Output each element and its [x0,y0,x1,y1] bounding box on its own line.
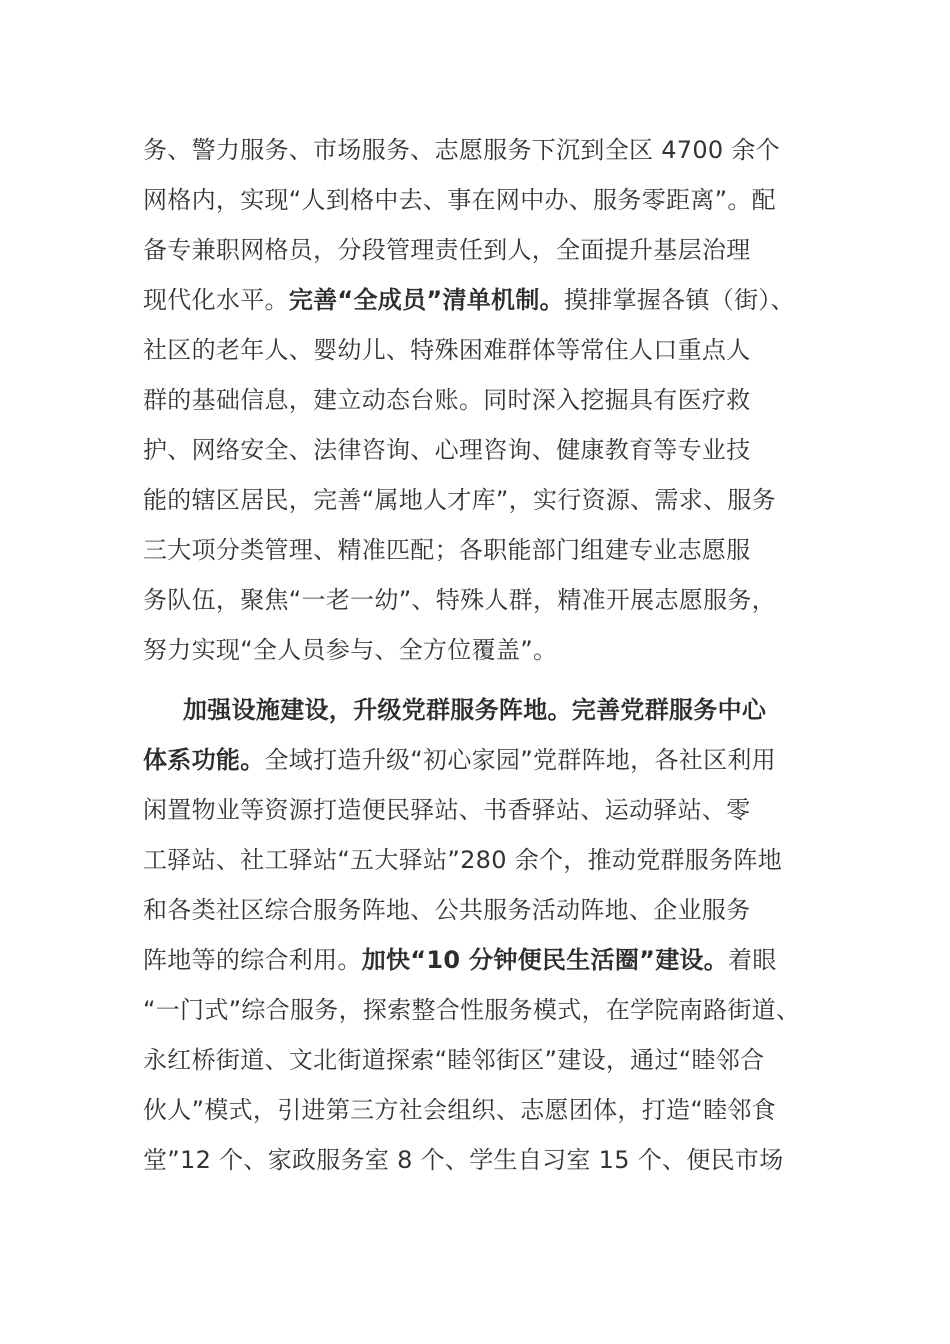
body-text: 阵地等的综合利用。 [143,946,362,974]
body-text: 务、警力服务、市场服务、志愿服务下沉到全区 4700 余个 [143,136,781,164]
text-line [143,835,843,885]
bold-heading-text: 体系功能。 [143,746,265,774]
body-text: 备专兼职网格员，分段管理责任到人，全面提升基层治理 [143,236,751,264]
body-text: 现代化水平。 [143,286,289,314]
body-text: 务队伍，聚焦“一老一幼”、特殊人群，精准开展志愿服务， [143,586,776,614]
body-text: 能的辖区居民，完善“属地人才库”，实行资源、需求、服务 [143,486,776,514]
text-line [143,1135,843,1185]
body-text: 着眼 [728,946,777,974]
body-text: 伙人”模式，引进第三方社会组织、志愿团体，打造“睦邻食 [143,1096,776,1124]
body-text: 网格内，实现“人到格中去、事在网中办、服务零距离”。配 [143,186,776,214]
body-text: 护、网络安全、法律咨询、心理咨询、健康教育等专业技 [143,436,751,464]
text-line [143,275,843,325]
bold-heading-text: 加强设施建设，升级党群服务阵地。完善党群服务中心 [183,696,767,724]
text-line [143,985,843,1035]
body-text: 社区的老年人、婴幼儿、特殊困难群体等常住人口重点人 [143,336,751,364]
body-text: 群的基础信息，建立动态台账。同时深入挖掘具有医疗救 [143,386,751,414]
body-text: 永红桥街道、文北街道探索“睦邻街区”建设，通过“睦邻合 [143,1046,765,1074]
text-line [143,375,843,425]
text-line [143,785,843,835]
bold-heading-text: 加快“10 分钟便民生活圈”建设。 [361,946,729,974]
text-line [143,175,843,225]
body-text: “一门式”综合服务，探索整合性服务模式，在学院南路街道、 [143,996,801,1024]
paragraph-1 [143,125,843,675]
body-text: 全域打造升级“初心家园”党群阵地，各社区利用 [264,746,776,774]
text-line [143,225,843,275]
text-line [143,125,843,175]
body-text: 堂”12 个、家政服务室 8 个、学生自习室 15 个、便民市场 [143,1146,784,1174]
text-line [143,935,843,985]
bold-heading-text: 完善“全成员”清单机制。 [288,286,564,314]
text-line [143,425,843,475]
text-line [143,325,843,375]
body-text: 努力实现“全人员参与、全方位覆盖”。 [143,636,558,664]
text-line [143,735,843,785]
body-text: 闲置物业等资源打造便民驿站、书香驿站、运动驿站、零 [143,796,751,824]
body-text: 三大项分类管理、精准匹配；各职能部门组建专业志愿服 [143,536,751,564]
text-line [143,1035,843,1085]
text-line [143,685,843,735]
text-line [143,625,843,675]
text-line [143,525,843,575]
body-text: 摸排掌握各镇（街）、 [563,286,795,314]
paragraph-2 [143,685,843,1185]
text-line [143,575,843,625]
body-text: 和各类社区综合服务阵地、公共服务活动阵地、企业服务 [143,896,751,924]
body-text: 工驿站、社工驿站“五大驿站”280 余个，推动党群服务阵地 [143,846,783,874]
text-line [143,885,843,935]
text-line [143,475,843,525]
text-line [143,1085,843,1135]
